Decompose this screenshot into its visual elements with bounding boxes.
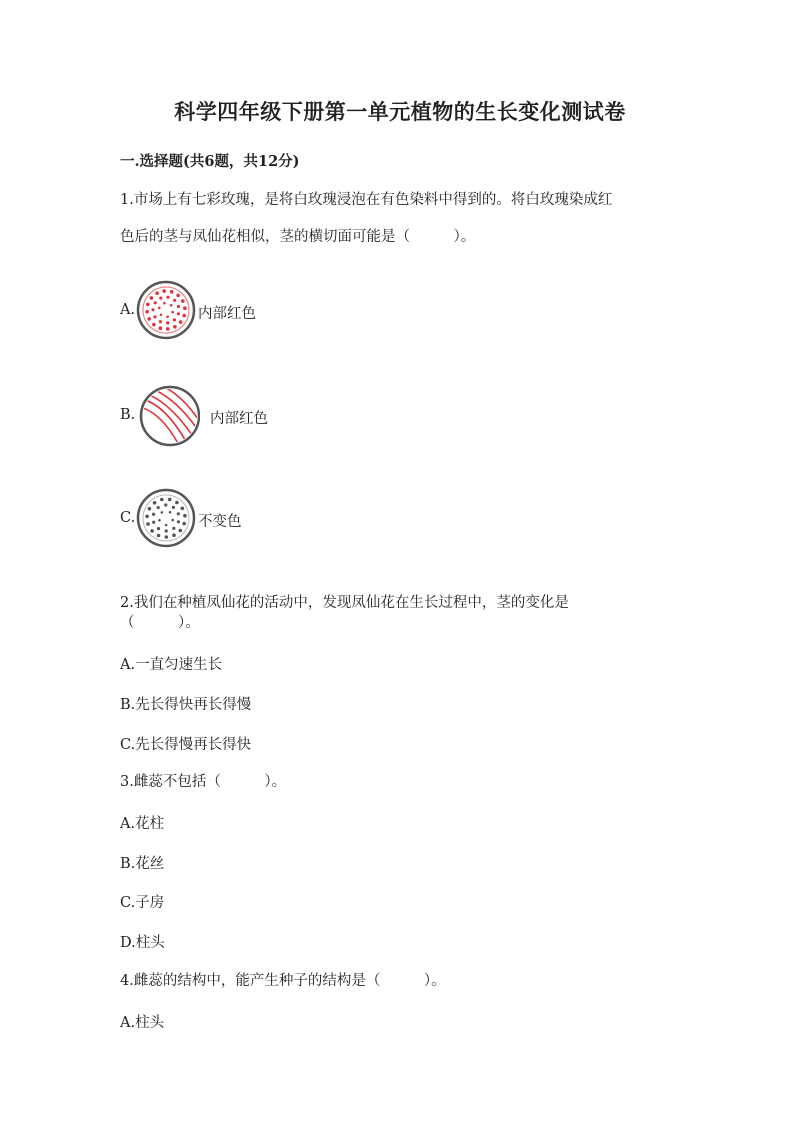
question-1-line-2: 色后的茎与凤仙花相似，茎的横切面可能是（ ）。 (120, 229, 476, 245)
option-letter: C. (120, 510, 136, 526)
gray-dotted-stem-section-icon (136, 488, 196, 552)
option-caption: 不变色 (198, 514, 242, 530)
question-2-option-a[interactable]: A.一直匀速生长 (120, 657, 223, 673)
question-3-stem: 3.雌蕊不包括（ ）。 (120, 774, 287, 790)
option-letter: B. (120, 407, 136, 423)
question-4-option-a[interactable]: A.柱头 (120, 1015, 165, 1031)
question-2-line-2: （ ）。 (120, 615, 200, 631)
question-4-stem: 4.雌蕊的结构中，能产生种子的结构是（ ）。 (120, 973, 446, 989)
option-caption: 内部红色 (210, 411, 268, 427)
question-1-option-a[interactable] (120, 280, 420, 344)
option-letter: A. (120, 302, 136, 318)
section-heading: 一.选择题(共6题，共12分) (120, 153, 300, 170)
question-1-option-c[interactable] (120, 488, 420, 552)
question-2-option-b[interactable]: B.先长得快再长得慢 (120, 697, 252, 713)
page-title: 科学四年级下册第一单元植物的生长变化测试卷 (174, 99, 626, 124)
question-2-line-1: 2.我们在种植凤仙花的活动中，发现凤仙花在生长过程中，茎的变化是 (120, 595, 569, 611)
red-striped-stem-section-icon (136, 385, 200, 449)
question-1-option-b[interactable] (120, 385, 420, 449)
question-3-option-c[interactable]: C.子房 (120, 895, 165, 911)
red-dotted-stem-section-icon (136, 280, 196, 344)
question-2-option-c[interactable]: C.先长得慢再长得快 (120, 737, 252, 753)
question-3-option-d[interactable]: D.柱头 (120, 935, 165, 951)
option-caption: 内部红色 (198, 306, 256, 322)
question-3-option-a[interactable]: A.花柱 (120, 816, 165, 832)
question-1-line-1: 1.市场上有七彩玫瑰，是将白玫瑰浸泡在有色染料中得到的。将白玫瑰染成红 (120, 192, 613, 208)
question-3-option-b[interactable]: B.花丝 (120, 856, 165, 872)
